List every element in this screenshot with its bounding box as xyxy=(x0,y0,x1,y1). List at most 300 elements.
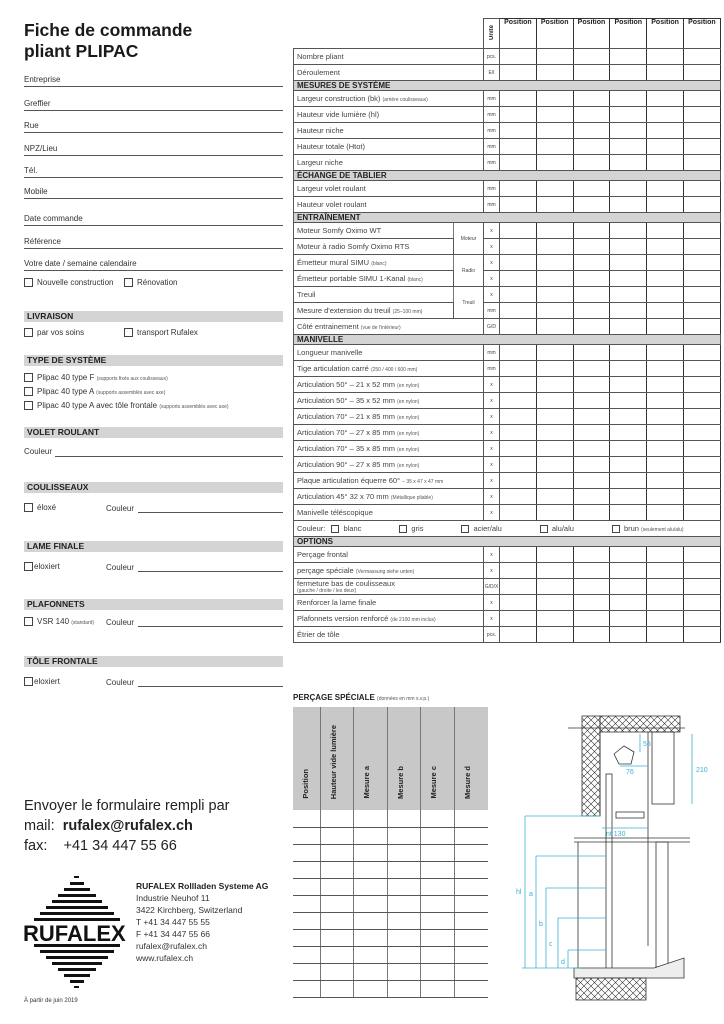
percage-cell[interactable] xyxy=(387,827,421,844)
percage-cell[interactable] xyxy=(320,861,354,878)
position-cell[interactable] xyxy=(536,611,573,627)
position-cell[interactable] xyxy=(500,361,537,377)
percage-cell[interactable] xyxy=(354,844,388,861)
position-cell[interactable] xyxy=(610,489,647,505)
position-cell[interactable] xyxy=(500,271,537,287)
position-cell[interactable] xyxy=(610,627,647,643)
position-cell[interactable] xyxy=(610,65,647,81)
position-cell[interactable] xyxy=(573,303,610,319)
percage-cell[interactable] xyxy=(354,810,388,827)
position-cell[interactable] xyxy=(500,563,537,579)
position-cell[interactable] xyxy=(610,547,647,563)
plafonnets-couleur-input[interactable] xyxy=(138,617,283,627)
company-email[interactable]: rufalex@rufalex.ch xyxy=(136,941,207,951)
position-cell[interactable] xyxy=(647,255,684,271)
tole-eloxiert[interactable]: eloxiert xyxy=(24,677,60,686)
percage-cell[interactable] xyxy=(421,827,455,844)
field-6[interactable]: Date commande xyxy=(24,213,283,226)
coulisseaux-couleur-input[interactable] xyxy=(138,503,283,513)
position-cell[interactable] xyxy=(683,361,720,377)
position-cell[interactable] xyxy=(573,197,610,213)
position-cell[interactable] xyxy=(500,107,537,123)
percage-cell[interactable] xyxy=(293,980,320,997)
position-cell[interactable] xyxy=(573,361,610,377)
position-cell[interactable] xyxy=(647,489,684,505)
field-8[interactable]: Votre date / semaine calendaire xyxy=(24,258,283,271)
position-cell[interactable] xyxy=(647,197,684,213)
position-cell[interactable] xyxy=(647,393,684,409)
position-cell[interactable] xyxy=(536,303,573,319)
percage-cell[interactable] xyxy=(421,895,455,912)
position-cell[interactable] xyxy=(610,139,647,155)
position-cell[interactable] xyxy=(683,425,720,441)
position-cell[interactable] xyxy=(647,505,684,521)
position-cell[interactable] xyxy=(610,319,647,335)
position-cell[interactable] xyxy=(647,457,684,473)
position-cell[interactable] xyxy=(536,489,573,505)
position-cell[interactable] xyxy=(683,303,720,319)
position-cell[interactable] xyxy=(573,473,610,489)
position-cell[interactable] xyxy=(683,65,720,81)
position-cell[interactable] xyxy=(647,49,684,65)
position-cell[interactable] xyxy=(683,595,720,611)
position-cell[interactable] xyxy=(610,473,647,489)
position-cell[interactable] xyxy=(500,91,537,107)
position-cell[interactable] xyxy=(647,239,684,255)
position-cell[interactable] xyxy=(500,489,537,505)
checkbox[interactable] xyxy=(24,677,33,686)
position-cell[interactable] xyxy=(647,181,684,197)
position-cell[interactable] xyxy=(536,181,573,197)
position-cell[interactable] xyxy=(683,473,720,489)
position-cell[interactable] xyxy=(573,271,610,287)
position-cell[interactable] xyxy=(536,547,573,563)
percage-cell[interactable] xyxy=(354,895,388,912)
field-2[interactable]: Rue xyxy=(24,120,283,133)
position-cell[interactable] xyxy=(610,611,647,627)
position-cell[interactable] xyxy=(573,547,610,563)
position-cell[interactable] xyxy=(500,239,537,255)
percage-cell[interactable] xyxy=(293,929,320,946)
percage-cell[interactable] xyxy=(421,946,455,963)
position-cell[interactable] xyxy=(573,505,610,521)
percage-cell[interactable] xyxy=(320,810,354,827)
percage-cell[interactable] xyxy=(293,844,320,861)
position-cell[interactable] xyxy=(610,579,647,595)
type-opt-3[interactable]: Plipac 40 type A avec tôle frontale (supports assemblés avec axe) xyxy=(24,401,229,410)
position-cell[interactable] xyxy=(683,255,720,271)
position-cell[interactable] xyxy=(536,107,573,123)
position-cell[interactable] xyxy=(610,223,647,239)
position-cell[interactable] xyxy=(683,139,720,155)
position-cell[interactable] xyxy=(500,377,537,393)
position-cell[interactable] xyxy=(573,377,610,393)
percage-cell[interactable] xyxy=(320,827,354,844)
position-cell[interactable] xyxy=(536,377,573,393)
position-cell[interactable] xyxy=(647,107,684,123)
percage-cell[interactable] xyxy=(354,827,388,844)
checkbox[interactable] xyxy=(461,525,469,533)
percage-cell[interactable] xyxy=(421,963,455,980)
position-cell[interactable] xyxy=(536,123,573,139)
position-cell[interactable] xyxy=(683,393,720,409)
position-cell[interactable] xyxy=(500,65,537,81)
position-cell[interactable] xyxy=(500,49,537,65)
position-cell[interactable] xyxy=(683,239,720,255)
position-cell[interactable] xyxy=(500,425,537,441)
position-cell[interactable] xyxy=(647,377,684,393)
position-cell[interactable] xyxy=(573,287,610,303)
position-cell[interactable] xyxy=(610,197,647,213)
field-0[interactable]: Entreprise xyxy=(24,74,283,87)
livraison-opt2[interactable]: transport Rufalex xyxy=(124,328,198,337)
position-cell[interactable] xyxy=(573,441,610,457)
position-cell[interactable] xyxy=(573,65,610,81)
percage-cell[interactable] xyxy=(454,912,488,929)
position-cell[interactable] xyxy=(573,425,610,441)
percage-cell[interactable] xyxy=(293,878,320,895)
position-cell[interactable] xyxy=(536,91,573,107)
position-cell[interactable] xyxy=(647,223,684,239)
construction-reno[interactable]: Rénovation xyxy=(124,278,177,287)
position-cell[interactable] xyxy=(610,181,647,197)
position-cell[interactable] xyxy=(610,457,647,473)
percage-cell[interactable] xyxy=(354,963,388,980)
position-cell[interactable] xyxy=(500,393,537,409)
construction-new[interactable]: Nouvelle construction xyxy=(24,278,113,287)
position-cell[interactable] xyxy=(536,457,573,473)
percage-cell[interactable] xyxy=(387,912,421,929)
percage-cell[interactable] xyxy=(387,895,421,912)
position-cell[interactable] xyxy=(647,595,684,611)
position-cell[interactable] xyxy=(536,65,573,81)
position-cell[interactable] xyxy=(683,409,720,425)
percage-cell[interactable] xyxy=(387,810,421,827)
position-cell[interactable] xyxy=(573,223,610,239)
position-cell[interactable] xyxy=(536,563,573,579)
percage-cell[interactable] xyxy=(354,980,388,997)
percage-cell[interactable] xyxy=(320,929,354,946)
position-cell[interactable] xyxy=(573,345,610,361)
position-cell[interactable] xyxy=(683,377,720,393)
position-cell[interactable] xyxy=(647,287,684,303)
position-cell[interactable] xyxy=(610,255,647,271)
position-cell[interactable] xyxy=(573,393,610,409)
percage-cell[interactable] xyxy=(454,810,488,827)
position-cell[interactable] xyxy=(647,547,684,563)
position-cell[interactable] xyxy=(647,155,684,171)
percage-cell[interactable] xyxy=(320,946,354,963)
position-cell[interactable] xyxy=(647,611,684,627)
percage-cell[interactable] xyxy=(387,946,421,963)
position-cell[interactable] xyxy=(610,303,647,319)
position-cell[interactable] xyxy=(536,49,573,65)
position-cell[interactable] xyxy=(536,505,573,521)
position-cell[interactable] xyxy=(683,627,720,643)
position-cell[interactable] xyxy=(683,223,720,239)
position-cell[interactable] xyxy=(500,139,537,155)
percage-cell[interactable] xyxy=(454,878,488,895)
position-cell[interactable] xyxy=(647,563,684,579)
position-cell[interactable] xyxy=(610,409,647,425)
percage-cell[interactable] xyxy=(387,980,421,997)
position-cell[interactable] xyxy=(536,239,573,255)
percage-cell[interactable] xyxy=(454,946,488,963)
position-cell[interactable] xyxy=(683,505,720,521)
position-cell[interactable] xyxy=(536,627,573,643)
checkbox[interactable] xyxy=(24,562,33,571)
position-cell[interactable] xyxy=(610,271,647,287)
percage-cell[interactable] xyxy=(454,895,488,912)
field-7[interactable]: Référence xyxy=(24,236,283,249)
position-cell[interactable] xyxy=(536,223,573,239)
percage-cell[interactable] xyxy=(354,878,388,895)
position-cell[interactable] xyxy=(647,345,684,361)
percage-cell[interactable] xyxy=(421,810,455,827)
position-cell[interactable] xyxy=(683,49,720,65)
position-cell[interactable] xyxy=(647,473,684,489)
checkbox[interactable] xyxy=(399,525,407,533)
position-cell[interactable] xyxy=(683,611,720,627)
position-cell[interactable] xyxy=(573,139,610,155)
percage-cell[interactable] xyxy=(320,963,354,980)
position-cell[interactable] xyxy=(683,107,720,123)
position-cell[interactable] xyxy=(610,361,647,377)
position-cell[interactable] xyxy=(500,627,537,643)
position-cell[interactable] xyxy=(610,441,647,457)
percage-cell[interactable] xyxy=(320,980,354,997)
position-cell[interactable] xyxy=(683,579,720,595)
percage-cell[interactable] xyxy=(354,912,388,929)
position-cell[interactable] xyxy=(573,49,610,65)
position-cell[interactable] xyxy=(536,425,573,441)
color-option[interactable]: brun xyxy=(612,524,639,533)
position-cell[interactable] xyxy=(610,563,647,579)
position-cell[interactable] xyxy=(573,563,610,579)
position-cell[interactable] xyxy=(500,441,537,457)
lame-couleur-input[interactable] xyxy=(138,562,283,572)
percage-cell[interactable] xyxy=(454,980,488,997)
position-cell[interactable] xyxy=(500,505,537,521)
position-cell[interactable] xyxy=(610,345,647,361)
position-cell[interactable] xyxy=(610,239,647,255)
position-cell[interactable] xyxy=(500,473,537,489)
position-cell[interactable] xyxy=(610,123,647,139)
send-email[interactable]: rufalex@rufalex.ch xyxy=(62,818,193,834)
position-cell[interactable] xyxy=(536,345,573,361)
position-cell[interactable] xyxy=(683,563,720,579)
checkbox[interactable] xyxy=(24,401,33,410)
volet-couleur-input[interactable] xyxy=(55,447,283,457)
position-cell[interactable] xyxy=(610,425,647,441)
position-cell[interactable] xyxy=(647,579,684,595)
position-cell[interactable] xyxy=(610,107,647,123)
percage-cell[interactable] xyxy=(421,929,455,946)
position-cell[interactable] xyxy=(500,409,537,425)
position-cell[interactable] xyxy=(500,595,537,611)
position-cell[interactable] xyxy=(647,139,684,155)
position-cell[interactable] xyxy=(683,319,720,335)
position-cell[interactable] xyxy=(573,123,610,139)
percage-cell[interactable] xyxy=(293,946,320,963)
percage-cell[interactable] xyxy=(320,895,354,912)
percage-cell[interactable] xyxy=(421,878,455,895)
position-cell[interactable] xyxy=(500,579,537,595)
position-cell[interactable] xyxy=(683,197,720,213)
field-4[interactable]: Tél. xyxy=(24,165,283,178)
position-cell[interactable] xyxy=(647,409,684,425)
percage-cell[interactable] xyxy=(354,946,388,963)
position-cell[interactable] xyxy=(647,627,684,643)
checkbox[interactable] xyxy=(24,503,33,512)
position-cell[interactable] xyxy=(610,377,647,393)
percage-cell[interactable] xyxy=(354,929,388,946)
checkbox[interactable] xyxy=(612,525,620,533)
position-cell[interactable] xyxy=(536,473,573,489)
position-cell[interactable] xyxy=(536,409,573,425)
position-cell[interactable] xyxy=(536,393,573,409)
field-5[interactable]: Mobile xyxy=(24,186,283,199)
position-cell[interactable] xyxy=(647,425,684,441)
position-cell[interactable] xyxy=(683,345,720,361)
percage-cell[interactable] xyxy=(454,963,488,980)
position-cell[interactable] xyxy=(647,303,684,319)
position-cell[interactable] xyxy=(683,181,720,197)
position-cell[interactable] xyxy=(536,361,573,377)
position-cell[interactable] xyxy=(573,457,610,473)
percage-cell[interactable] xyxy=(320,912,354,929)
position-cell[interactable] xyxy=(610,595,647,611)
position-cell[interactable] xyxy=(573,409,610,425)
percage-cell[interactable] xyxy=(387,963,421,980)
percage-cell[interactable] xyxy=(421,980,455,997)
percage-cell[interactable] xyxy=(454,861,488,878)
color-option[interactable]: alu/alu xyxy=(540,524,574,533)
position-cell[interactable] xyxy=(573,91,610,107)
percage-cell[interactable] xyxy=(320,844,354,861)
percage-cell[interactable] xyxy=(421,844,455,861)
checkbox[interactable] xyxy=(124,278,133,287)
position-cell[interactable] xyxy=(500,155,537,171)
position-cell[interactable] xyxy=(536,255,573,271)
percage-cell[interactable] xyxy=(293,861,320,878)
percage-cell[interactable] xyxy=(454,844,488,861)
position-cell[interactable] xyxy=(683,457,720,473)
position-cell[interactable] xyxy=(536,271,573,287)
position-cell[interactable] xyxy=(573,107,610,123)
position-cell[interactable] xyxy=(573,489,610,505)
checkbox[interactable] xyxy=(24,278,33,287)
position-cell[interactable] xyxy=(683,123,720,139)
position-cell[interactable] xyxy=(500,255,537,271)
percage-cell[interactable] xyxy=(354,861,388,878)
position-cell[interactable] xyxy=(573,239,610,255)
company-website[interactable]: www.rufalex.ch xyxy=(136,953,194,963)
percage-cell[interactable] xyxy=(293,895,320,912)
position-cell[interactable] xyxy=(500,123,537,139)
position-cell[interactable] xyxy=(573,579,610,595)
position-cell[interactable] xyxy=(647,91,684,107)
position-cell[interactable] xyxy=(647,361,684,377)
percage-cell[interactable] xyxy=(320,878,354,895)
color-option[interactable]: gris xyxy=(399,524,423,533)
position-cell[interactable] xyxy=(536,595,573,611)
checkbox[interactable] xyxy=(24,328,33,337)
percage-cell[interactable] xyxy=(387,878,421,895)
checkbox[interactable] xyxy=(24,387,33,396)
percage-cell[interactable] xyxy=(387,861,421,878)
position-cell[interactable] xyxy=(683,91,720,107)
checkbox[interactable] xyxy=(124,328,133,337)
tole-couleur-input[interactable] xyxy=(138,677,283,687)
position-cell[interactable] xyxy=(500,319,537,335)
color-option[interactable]: blanc xyxy=(331,524,361,533)
percage-cell[interactable] xyxy=(387,844,421,861)
position-cell[interactable] xyxy=(536,139,573,155)
position-cell[interactable] xyxy=(536,155,573,171)
percage-cell[interactable] xyxy=(421,912,455,929)
position-cell[interactable] xyxy=(647,319,684,335)
percage-cell[interactable] xyxy=(293,810,320,827)
type-opt-1[interactable]: Plipac 40 type F (supports fixés aux coulisseaux) xyxy=(24,373,168,382)
field-3[interactable]: NPZ/Lieu xyxy=(24,143,283,156)
color-option[interactable]: acier/alu xyxy=(461,524,501,533)
position-cell[interactable] xyxy=(683,271,720,287)
percage-cell[interactable] xyxy=(293,827,320,844)
position-cell[interactable] xyxy=(610,155,647,171)
position-cell[interactable] xyxy=(683,155,720,171)
checkbox[interactable] xyxy=(24,617,33,626)
position-cell[interactable] xyxy=(500,223,537,239)
position-cell[interactable] xyxy=(573,155,610,171)
position-cell[interactable] xyxy=(683,489,720,505)
field-1[interactable]: Greffier xyxy=(24,98,283,111)
position-cell[interactable] xyxy=(610,91,647,107)
percage-cell[interactable] xyxy=(454,929,488,946)
position-cell[interactable] xyxy=(500,457,537,473)
position-cell[interactable] xyxy=(610,287,647,303)
position-cell[interactable] xyxy=(573,319,610,335)
position-cell[interactable] xyxy=(683,287,720,303)
percage-cell[interactable] xyxy=(293,963,320,980)
percage-cell[interactable] xyxy=(454,827,488,844)
position-cell[interactable] xyxy=(683,441,720,457)
position-cell[interactable] xyxy=(536,579,573,595)
position-cell[interactable] xyxy=(647,65,684,81)
position-cell[interactable] xyxy=(573,611,610,627)
coulisseaux-eloxe[interactable]: éloxé xyxy=(24,503,56,512)
position-cell[interactable] xyxy=(500,303,537,319)
position-cell[interactable] xyxy=(573,595,610,611)
position-cell[interactable] xyxy=(500,345,537,361)
position-cell[interactable] xyxy=(610,505,647,521)
lame-eloxiert[interactable]: eloxiert xyxy=(24,562,60,571)
position-cell[interactable] xyxy=(610,393,647,409)
plafonnets-vsr[interactable]: VSR 140 (standard) xyxy=(24,617,94,626)
position-cell[interactable] xyxy=(500,611,537,627)
percage-cell[interactable] xyxy=(293,912,320,929)
type-opt-2[interactable]: Plipac 40 type A (supports assemblés avec axe) xyxy=(24,387,165,396)
position-cell[interactable] xyxy=(536,441,573,457)
position-cell[interactable] xyxy=(500,181,537,197)
position-cell[interactable] xyxy=(536,197,573,213)
position-cell[interactable] xyxy=(500,197,537,213)
position-cell[interactable] xyxy=(536,319,573,335)
position-cell[interactable] xyxy=(683,547,720,563)
position-cell[interactable] xyxy=(647,123,684,139)
position-cell[interactable] xyxy=(500,547,537,563)
checkbox[interactable] xyxy=(540,525,548,533)
